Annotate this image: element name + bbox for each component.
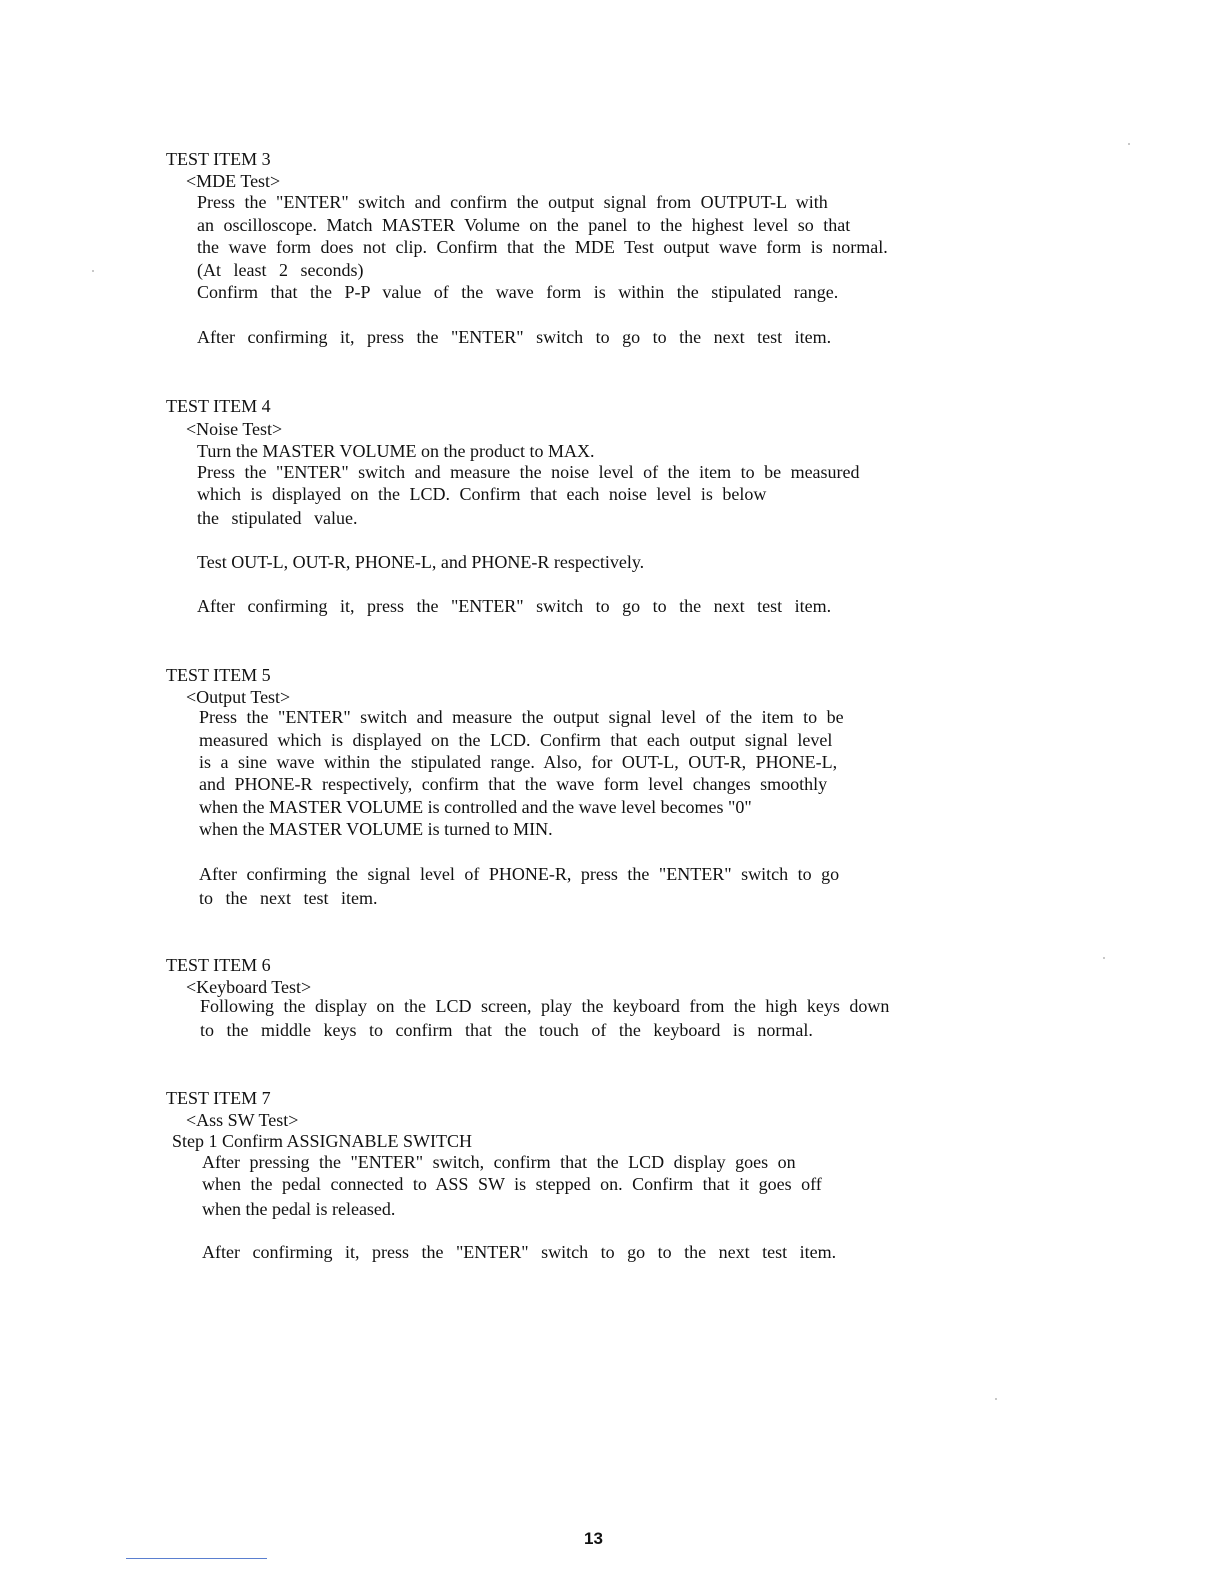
paragraph-line: is a sine wave within the stipulated range. Also, for OUT-L, OUT-R, PHONE-L, (199, 752, 838, 772)
section-subtitle: <Output Test> (186, 687, 291, 707)
paragraph-line: to the next test item. (199, 888, 378, 908)
section-subtitle: <Ass SW Test> (186, 1110, 299, 1130)
scan-speck (1103, 957, 1105, 959)
scan-speck (995, 1398, 997, 1400)
paragraph-line: when the MASTER VOLUME is controlled and the wave level becomes "0" (199, 797, 752, 817)
paragraph-line: Press the "ENTER" switch and confirm the output signal from OUTPUT-L with (197, 192, 828, 212)
section-heading: TEST ITEM 4 (166, 396, 271, 416)
section-heading: TEST ITEM 5 (166, 665, 271, 685)
paragraph-line: After confirming it, press the "ENTER" switch to go to the next test item. (197, 596, 832, 616)
paragraph-line: Test OUT-L, OUT-R, PHONE-L, and PHONE-R respectively. (197, 552, 645, 572)
paragraph-line: when the MASTER VOLUME is turned to MIN. (199, 819, 553, 839)
paragraph-line: to the middle keys to confirm that the touch of the keyboard is normal. (200, 1020, 813, 1040)
paragraph-line: Press the "ENTER" switch and measure the noise level of the item to be measured (197, 462, 860, 482)
section-heading: TEST ITEM 7 (166, 1088, 271, 1108)
paragraph-line: Turn the MASTER VOLUME on the product to MAX. (197, 441, 595, 461)
scan-speck (92, 270, 94, 272)
section-heading: TEST ITEM 3 (166, 149, 271, 169)
paragraph-line: After confirming the signal level of PHONE-R, press the "ENTER" switch to go (199, 864, 840, 884)
paragraph-line: Following the display on the LCD screen, play the keyboard from the high keys down (200, 996, 890, 1016)
paragraph-line: Confirm that the P-P value of the wave form is within the stipulated range. (197, 282, 839, 302)
step-label: Step 1 Confirm ASSIGNABLE SWITCH (172, 1131, 473, 1151)
section-subtitle: <Noise Test> (186, 419, 283, 439)
paragraph-line: an oscilloscope. Match MASTER Volume on the panel to the highest level so that (197, 215, 851, 235)
paragraph-line: the wave form does not clip. Confirm that the MDE Test output wave form is normal. (197, 237, 888, 257)
section-subtitle: <MDE Test> (186, 171, 281, 191)
paragraph-line: (At least 2 seconds) (197, 260, 364, 280)
footer-rule (126, 1558, 267, 1559)
paragraph-line: measured which is displayed on the LCD. Confirm that each output signal level (199, 730, 833, 750)
paragraph-line: After pressing the "ENTER" switch, confirm that the LCD display goes on (202, 1152, 796, 1172)
paragraph-line: After confirming it, press the "ENTER" switch to go to the next test item. (202, 1242, 837, 1262)
paragraph-line: After confirming it, press the "ENTER" switch to go to the next test item. (197, 327, 832, 347)
section-subtitle: <Keyboard Test> (186, 977, 312, 997)
section-heading: TEST ITEM 6 (166, 955, 271, 975)
paragraph-line: which is displayed on the LCD. Confirm that each noise level is below (197, 484, 767, 504)
paragraph-line: and PHONE-R respectively, confirm that the wave form level changes smoothly (199, 774, 828, 794)
paragraph-line: Press the "ENTER" switch and measure the output signal level of the item to be (199, 707, 844, 727)
page-number: 13 (584, 1529, 603, 1548)
paragraph-line: when the pedal connected to ASS SW is stepped on. Confirm that it goes off (202, 1174, 822, 1194)
scan-speck (1128, 143, 1130, 145)
paragraph-line: when the pedal is released. (202, 1199, 396, 1219)
paragraph-line: the stipulated value. (197, 508, 358, 528)
